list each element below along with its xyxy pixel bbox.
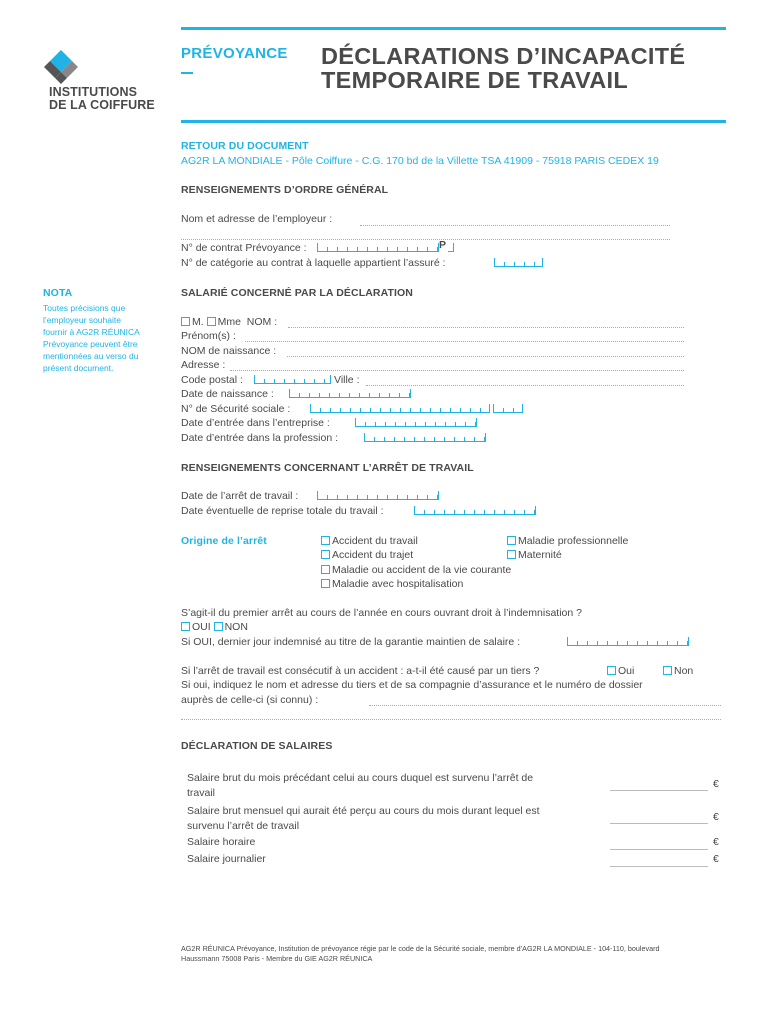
date-reprise-label: Date éventuelle de reprise totale du travail : xyxy=(181,505,384,517)
option-label: Maladie professionnelle xyxy=(518,535,629,547)
ville-label: Ville : xyxy=(334,374,360,386)
nota-text xyxy=(43,302,140,374)
mme-label: Mme xyxy=(217,316,241,328)
civility-row xyxy=(181,316,277,328)
employer-field-2[interactable] xyxy=(181,239,670,240)
footer xyxy=(181,944,729,964)
salaire-label-line: survenu l’arrêt de travail xyxy=(187,820,300,832)
tiers-info-field-2[interactable] xyxy=(181,719,721,720)
header-rule xyxy=(181,120,726,123)
contract-number-boxes[interactable] xyxy=(317,243,439,252)
nota-line: fournir à AG2R RÉUNICA xyxy=(43,327,140,337)
date-profession-label: Date d’entrée dans la profession : xyxy=(181,432,339,444)
nota-heading: NOTA xyxy=(43,287,73,299)
footer-line-1: AG2R RÉUNICA Prévoyance, Institution de prévoyance régie par le code de la Sécurité sociale, membre d’AG2R LA MONDIALE - 104-110, boulevard xyxy=(181,944,660,953)
page-title xyxy=(321,44,685,92)
title-line-2: TEMPORAIRE DE TRAVAIL xyxy=(321,67,629,93)
origine-option[interactable] xyxy=(321,535,418,547)
employer-label: Nom et adresse de l’employeur : xyxy=(181,213,333,225)
naissance-nom-field[interactable] xyxy=(287,356,684,357)
code-postal-label: Code postal : xyxy=(181,374,243,386)
premier-answers xyxy=(181,621,248,633)
date-entreprise-label: Date d’entrée dans l’entreprise : xyxy=(181,417,330,429)
salaire-field[interactable] xyxy=(610,866,708,867)
brand-logo-text xyxy=(49,86,155,112)
checkbox-icon[interactable] xyxy=(507,550,516,559)
currency: € xyxy=(713,811,719,823)
checkbox-icon[interactable] xyxy=(507,536,516,545)
checkbox-icon[interactable] xyxy=(321,550,330,559)
adresse-label: Adresse : xyxy=(181,359,226,371)
date-arret-boxes[interactable] xyxy=(317,491,439,500)
date-reprise-boxes[interactable] xyxy=(414,506,536,515)
nom-field[interactable] xyxy=(288,327,684,328)
currency: € xyxy=(713,853,719,865)
category-dash xyxy=(181,72,193,74)
tiers-info-field-1[interactable] xyxy=(369,705,721,706)
secu-key-boxes[interactable] xyxy=(493,404,523,413)
tiers-info-line-2: auprès de celle-ci (si connu) : xyxy=(181,694,319,706)
non-checkbox[interactable] xyxy=(214,622,223,631)
oui-label: OUI xyxy=(192,621,211,633)
contract-label: N° de contrat Prévoyance : xyxy=(181,242,307,254)
title-line-1: DÉCLARATIONS D’INCAPACITÉ xyxy=(321,43,686,69)
origine-option[interactable] xyxy=(507,549,562,561)
logo-line-2: DE LA COIFFURE xyxy=(49,98,155,112)
employer-field-1[interactable] xyxy=(360,225,670,226)
salaire-row-label: Salaire horaire xyxy=(187,836,256,848)
code-postal-boxes[interactable] xyxy=(254,375,331,384)
nota-line: mentionnées au verso du xyxy=(43,351,139,361)
top-rule xyxy=(181,27,726,30)
currency: € xyxy=(713,836,719,848)
prenom-label: Prénom(s) : xyxy=(181,330,236,342)
salaires-heading: DÉCLARATION DE SALAIRES xyxy=(181,740,333,752)
mme-checkbox[interactable] xyxy=(207,317,216,326)
ville-field[interactable] xyxy=(366,385,684,386)
arret-heading: RENSEIGNEMENTS CONCERNANT L’ARRÊT DE TRAVAIL xyxy=(181,462,474,474)
currency: € xyxy=(713,778,719,790)
date-arret-label: Date de l’arrêt de travail : xyxy=(181,490,299,502)
option-label: Accident du travail xyxy=(332,535,418,547)
origine-label: Origine de l’arrêt xyxy=(181,535,267,547)
option-label: Accident du trajet xyxy=(332,549,414,561)
checkbox-icon[interactable] xyxy=(321,565,330,574)
nota-line: présent document. xyxy=(43,363,114,373)
oui-checkbox[interactable] xyxy=(181,622,190,631)
salaire-label-line: travail xyxy=(187,787,216,799)
nom-label: NOM : xyxy=(246,316,278,328)
option-label: Maladie ou accident de la vie courante xyxy=(332,564,512,576)
date-entreprise-boxes[interactable] xyxy=(355,418,477,427)
tiers-question: Si l’arrêt de travail est consécutif à un accident : a-t-il été causé par un tiers ? xyxy=(181,665,540,677)
secu-label: N° de Sécurité sociale : xyxy=(181,403,291,415)
origine-option[interactable] xyxy=(321,549,413,561)
contract-suffix-box[interactable] xyxy=(448,243,454,252)
footer-line-2: Haussmann 75008 Paris - Membre du GIE AG2R RÉUNICA xyxy=(181,954,373,963)
dernier-jour-label: Si OUI, dernier jour indemnisé au titre de la garantie maintien de salaire : xyxy=(181,636,521,648)
checkbox-icon[interactable] xyxy=(321,579,330,588)
category-number-label: N° de catégorie au contrat à laquelle appartient l’assuré : xyxy=(181,257,446,269)
naissance-nom-label: NOM de naissance : xyxy=(181,345,277,357)
salaire-row-label xyxy=(187,804,540,834)
salaire-field[interactable] xyxy=(610,849,708,850)
salaire-row-label: Salaire journalier xyxy=(187,853,266,865)
logo-mark-icon xyxy=(42,48,80,86)
m-checkbox[interactable] xyxy=(181,317,190,326)
category-label: PRÉVOYANCE xyxy=(181,45,288,62)
tiers-oui[interactable] xyxy=(607,665,634,677)
nota-line: Toutes précisions que xyxy=(43,303,126,313)
origine-option[interactable] xyxy=(507,535,628,547)
checkbox-icon[interactable] xyxy=(663,666,672,675)
tiers-non[interactable] xyxy=(663,665,693,677)
contract-suffix: P xyxy=(439,239,447,251)
salaire-label-line: Salaire brut mensuel qui aurait été perçu au cours du mois durant lequel est xyxy=(187,805,540,817)
salaire-row-label xyxy=(187,771,533,801)
salaire-label-line: Salaire brut du mois précédant celui au cours duquel est survenu l’arrêt de xyxy=(187,772,534,784)
salaire-field[interactable] xyxy=(610,790,708,791)
tiers-oui-label: Oui xyxy=(618,665,635,677)
option-label: Maternité xyxy=(518,549,562,561)
nota-line: Prévoyance peuvent être xyxy=(43,339,138,349)
origine-option[interactable] xyxy=(321,564,511,576)
adresse-field[interactable] xyxy=(230,370,684,371)
non-label: NON xyxy=(224,621,248,633)
origine-option[interactable] xyxy=(321,578,463,590)
premier-question: S’agit-il du premier arrêt au cours de l’année en cours ouvrant droit à l’indemnisation ? xyxy=(181,607,582,619)
dernier-jour-boxes[interactable] xyxy=(567,637,689,646)
date-profession-boxes[interactable] xyxy=(364,433,486,442)
logo-line-1: INSTITUTIONS xyxy=(49,85,138,99)
option-label: Maladie avec hospitalisation xyxy=(332,578,464,590)
date-naissance-boxes[interactable] xyxy=(289,389,411,398)
tiers-info-line-1: Si oui, indiquez le nom et adresse du tiers et de sa compagnie d’assurance et le numéro de dossier xyxy=(181,679,643,691)
prenom-field[interactable] xyxy=(245,341,684,342)
tiers-non-label: Non xyxy=(674,665,694,677)
category-number-boxes[interactable] xyxy=(494,258,543,267)
m-label: M. xyxy=(192,316,204,328)
date-naissance-label: Date de naissance : xyxy=(181,388,274,400)
retour-address: AG2R LA MONDIALE - Pôle Coiffure - C.G. 170 bd de la Villette TSA 41909 - 75918 PARIS CEDEX 19 xyxy=(181,155,659,167)
nota-line: l’employeur souhaite xyxy=(43,315,121,325)
checkbox-icon[interactable] xyxy=(321,536,330,545)
general-heading: RENSEIGNEMENTS D’ORDRE GÉNÉRAL xyxy=(181,184,389,196)
retour-heading: RETOUR DU DOCUMENT xyxy=(181,140,309,152)
secu-boxes[interactable] xyxy=(310,404,490,413)
salaire-field[interactable] xyxy=(610,823,708,824)
salarie-heading: SALARIÉ CONCERNÉ PAR LA DÉCLARATION xyxy=(181,287,413,299)
checkbox-icon[interactable] xyxy=(607,666,616,675)
